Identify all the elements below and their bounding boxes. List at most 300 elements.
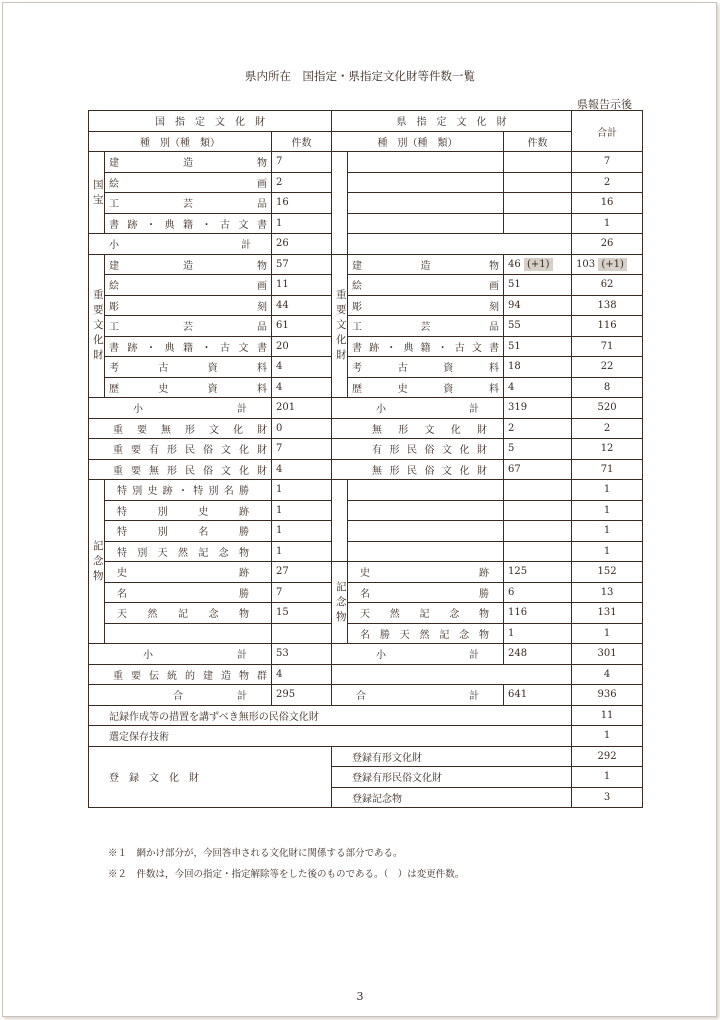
- footnotes: [108, 843, 464, 885]
- pref-name-text: [352, 380, 499, 395]
- pref-count-value: 46: [508, 258, 521, 270]
- char: ・: [201, 219, 212, 231]
- char: 史: [198, 506, 209, 518]
- char: 跡: [162, 486, 173, 498]
- table-row: [89, 193, 643, 214]
- row-name-text: [109, 564, 267, 579]
- subtotal-label: [89, 398, 272, 419]
- pref-name: [348, 295, 504, 316]
- row-name: [105, 295, 272, 316]
- national-count: 4: [272, 664, 332, 685]
- char: 史: [360, 568, 371, 580]
- subtotal-label-text: [93, 236, 267, 251]
- row-name: [105, 172, 272, 193]
- char: 書: [109, 342, 119, 354]
- char: ・: [146, 342, 156, 354]
- pref-count: 116: [504, 603, 572, 624]
- table-row: [89, 213, 643, 234]
- subtotal-row: [89, 644, 643, 665]
- char: 記: [439, 629, 450, 641]
- pref-count: [504, 193, 572, 214]
- total-count: 116: [572, 316, 643, 337]
- char: 品: [257, 199, 267, 211]
- char: 物: [479, 609, 490, 621]
- row-name: [105, 480, 272, 501]
- char: 典: [164, 342, 175, 354]
- subtotal-label: [89, 234, 272, 255]
- char: 考: [352, 363, 363, 375]
- char: 形: [389, 445, 400, 457]
- char: 別: [157, 527, 168, 539]
- pref-name-text: [352, 359, 499, 374]
- char: 天: [117, 609, 127, 621]
- footnote-2: ※２ 件数は，今回の指定・指定解除等をした後のものである。（ ）は変更件数。: [108, 869, 465, 880]
- pref-name-text: [336, 441, 499, 456]
- char: 史: [117, 568, 127, 580]
- pref-name-text: [352, 298, 499, 313]
- char: 然: [147, 609, 158, 621]
- char: 小: [109, 240, 119, 252]
- pref-juyo-label: 重 要 文 化 財: [332, 254, 348, 398]
- char: 然: [177, 547, 188, 559]
- pref-count: [504, 500, 572, 521]
- char: 物: [238, 547, 249, 559]
- national-count: 7: [272, 439, 332, 460]
- pref-count: 2: [504, 418, 572, 439]
- char: 文: [424, 424, 435, 436]
- prefectural-header: 県 指 定 文 化 財: [332, 111, 572, 132]
- total-count: [572, 254, 643, 275]
- char: 資: [443, 363, 454, 375]
- pref-name: [332, 459, 504, 480]
- char: 勝: [239, 588, 249, 600]
- national-count: 20: [272, 336, 332, 357]
- national-count: 1: [272, 213, 332, 234]
- national-count: 27: [272, 562, 332, 583]
- char: 財: [477, 445, 488, 457]
- total-change-badge: (+1): [598, 258, 627, 271]
- char: 絵: [109, 281, 119, 293]
- char: 物: [479, 629, 489, 641]
- char: 跡: [369, 342, 380, 354]
- char: 古: [158, 363, 169, 375]
- total-count: 1: [572, 480, 643, 501]
- char: 合: [173, 691, 183, 703]
- pref-name: [348, 275, 504, 296]
- row-name-text: [109, 544, 267, 559]
- char: 念: [208, 609, 219, 621]
- char: 天: [157, 547, 168, 559]
- char: 刻: [489, 301, 500, 313]
- char: 資: [207, 383, 218, 395]
- total-count: 1: [572, 767, 643, 788]
- char: 化: [233, 424, 243, 436]
- char: 無: [372, 424, 383, 436]
- row-name-text: [109, 523, 267, 538]
- char: 料: [489, 383, 499, 395]
- total-count: 4: [572, 664, 643, 685]
- char: 俗: [424, 465, 435, 477]
- char: 古: [454, 342, 465, 354]
- cultural-property-table: [88, 110, 643, 808]
- total-subtotal: 26: [572, 234, 643, 255]
- char: 勝: [479, 588, 490, 600]
- char: 群: [257, 670, 267, 682]
- char: 建: [352, 260, 363, 272]
- char: 跡: [239, 568, 249, 580]
- char: 要: [131, 465, 141, 477]
- char: 書: [257, 219, 267, 231]
- char: 小: [376, 404, 387, 416]
- char: 民: [407, 445, 418, 457]
- pref-subtotal-label: [332, 398, 504, 419]
- row-name: [105, 377, 272, 398]
- national-count: 1: [272, 541, 332, 562]
- char: 資: [207, 363, 218, 375]
- char: 名: [198, 527, 209, 539]
- char: 民: [185, 445, 195, 457]
- char: ・: [178, 486, 188, 498]
- char: 念: [449, 609, 460, 621]
- char: 建: [109, 158, 119, 170]
- row-name: [105, 521, 272, 542]
- char: 絵: [352, 281, 363, 293]
- char: 工: [352, 322, 363, 334]
- char: 文: [442, 445, 453, 457]
- total-count: 16: [572, 193, 643, 214]
- char: 別: [157, 506, 168, 518]
- national-count: 57: [272, 254, 332, 275]
- table-row: [89, 295, 643, 316]
- total-count: 71: [572, 336, 643, 357]
- national-count: 2: [272, 172, 332, 193]
- row-name-text: [93, 667, 267, 682]
- table-row: [89, 377, 643, 398]
- char: 跡: [479, 568, 490, 580]
- grand-total-label-text: [93, 687, 267, 702]
- char: 計: [469, 650, 480, 662]
- touroku-item: 登録有形文化財: [332, 746, 572, 767]
- pref-subtotal-label-text: [336, 646, 499, 661]
- char: 念: [218, 547, 229, 559]
- grand-total-row: [89, 685, 643, 706]
- national-count: 0: [272, 418, 332, 439]
- table-row: [89, 726, 643, 747]
- table-row: [89, 746, 643, 767]
- char: 要: [137, 424, 147, 436]
- table-row: [89, 418, 643, 439]
- spacer-cell: [332, 480, 348, 562]
- char: 物: [257, 260, 267, 272]
- pref-subtotal-label-text: [336, 400, 499, 415]
- touroku-item: 登録有形民俗文化財: [332, 767, 572, 788]
- char: 彫: [109, 301, 119, 313]
- page-title: 県内所在 国指定・県指定文化財等件数一覧: [245, 69, 475, 83]
- pref-name: [348, 152, 504, 173]
- char: 化: [450, 424, 461, 436]
- pref-name: [348, 357, 504, 378]
- char: ・: [386, 342, 397, 354]
- char: 勝: [239, 486, 249, 498]
- char: 形: [389, 465, 400, 477]
- char: 念: [459, 629, 470, 641]
- char: 計: [237, 691, 247, 703]
- row-name-text: [109, 605, 267, 620]
- row-name: [89, 459, 272, 480]
- national-count: 11: [272, 275, 332, 296]
- row-name: [105, 213, 272, 234]
- row-name: [105, 336, 272, 357]
- row-name: [105, 254, 272, 275]
- table-row: [89, 705, 643, 726]
- char: 籍: [183, 219, 193, 231]
- pref-count: 51: [504, 336, 572, 357]
- pref-count: 4: [504, 377, 572, 398]
- char: 特: [117, 547, 127, 559]
- national-count: 1: [272, 500, 332, 521]
- national-count: 4: [272, 459, 332, 480]
- national-count: 1: [272, 521, 332, 542]
- char: 名: [360, 629, 371, 641]
- row-name: [105, 275, 272, 296]
- pref-count: [504, 541, 572, 562]
- pref-name: [332, 439, 504, 460]
- pref-name: [348, 541, 504, 562]
- subtotal-label-text: [93, 646, 267, 661]
- national-count: 4: [272, 377, 332, 398]
- national-count: 1: [272, 480, 332, 501]
- header-row-1: [89, 111, 643, 132]
- total-count: 8: [572, 377, 643, 398]
- char: 文: [238, 342, 249, 354]
- row-name: [105, 541, 272, 562]
- pref-name: [348, 603, 504, 624]
- char: 料: [256, 363, 267, 375]
- total-count: 1: [572, 541, 643, 562]
- national-count: 16: [272, 193, 332, 214]
- pref-name: [348, 316, 504, 337]
- pref-count: 55: [504, 316, 572, 337]
- pref-grand-total-label-text: [336, 687, 499, 702]
- char: 跡: [127, 219, 138, 231]
- char: 造: [183, 260, 193, 272]
- pref-subtotal: 319: [504, 398, 572, 419]
- pref-name: [348, 213, 504, 234]
- char: 彫: [352, 301, 363, 313]
- juyo-label: 重 要 文 化 財: [89, 254, 105, 398]
- char: 建: [109, 260, 119, 272]
- total-count: 11: [572, 705, 643, 726]
- char: 重: [113, 424, 123, 436]
- row-name: [105, 562, 272, 583]
- char: 的: [185, 670, 195, 682]
- row-name-text: [109, 257, 267, 272]
- header-row-2: [89, 131, 643, 152]
- table-row: [89, 541, 643, 562]
- subtotal-label-text: [93, 400, 267, 415]
- row-name-text: [109, 175, 267, 190]
- row-name: [105, 357, 272, 378]
- char: 重: [113, 670, 123, 682]
- char: 文: [221, 465, 231, 477]
- total-count: 1: [572, 213, 643, 234]
- report-label: 県報告示後: [577, 98, 632, 111]
- char: 料: [256, 383, 267, 395]
- pref-count-header: 件数: [504, 131, 572, 152]
- pref-empty: [348, 234, 572, 255]
- char: 無: [372, 465, 383, 477]
- char: 化: [239, 445, 249, 457]
- char: 料: [489, 363, 499, 375]
- national-count: 44: [272, 295, 332, 316]
- national-subtotal: 26: [272, 234, 332, 255]
- char: 小: [143, 650, 153, 662]
- char: 無: [161, 424, 171, 436]
- pref-name-text: [352, 564, 499, 579]
- pref-count: 18: [504, 357, 572, 378]
- row-name-text: [93, 462, 267, 477]
- char: 別: [208, 486, 219, 498]
- page-number: 3: [356, 990, 364, 1003]
- char: 統: [167, 670, 177, 682]
- total-count: 138: [572, 295, 643, 316]
- table-row: [89, 172, 643, 193]
- kiroku-label: 記録作成等の措置を講ずべき無形の民俗文化財: [89, 705, 572, 726]
- char: 天: [399, 629, 410, 641]
- table-row: [89, 316, 643, 337]
- table-row: [89, 582, 643, 603]
- char: 書: [489, 342, 500, 354]
- char: ・: [201, 342, 212, 354]
- row-name-text: [93, 441, 267, 456]
- pref-name-text: [352, 605, 499, 620]
- total-subtotal: 520: [572, 398, 643, 419]
- national-count: 7: [272, 582, 332, 603]
- char: 計: [237, 650, 247, 662]
- char: 書: [352, 342, 363, 354]
- national-count: 4: [272, 357, 332, 378]
- total-header: 合計: [572, 111, 643, 152]
- row-name: [89, 664, 272, 685]
- char: 記: [419, 609, 430, 621]
- char: 形: [167, 465, 177, 477]
- pref-name: [348, 336, 504, 357]
- pref-count: [504, 172, 572, 193]
- char: 籍: [420, 342, 431, 354]
- row-name-text: [109, 154, 267, 169]
- char: 特: [117, 506, 127, 518]
- pref-name-text: [336, 421, 499, 436]
- char: 刻: [257, 301, 267, 313]
- char: 史: [147, 486, 158, 498]
- char: ・: [437, 342, 448, 354]
- pref-kinenbutsu-label: 記 念 物: [332, 562, 348, 644]
- row-name: [105, 500, 272, 521]
- pref-name: [348, 172, 504, 193]
- pref-name-text: [352, 257, 499, 272]
- char: 然: [419, 629, 430, 641]
- row-name: [105, 582, 272, 603]
- pref-name: [348, 480, 504, 501]
- char: 勝: [379, 629, 390, 641]
- total-count: 152: [572, 562, 643, 583]
- senteihozon-label: 選定保存技術: [89, 726, 572, 747]
- char: 物: [257, 158, 267, 170]
- char: 財: [257, 445, 267, 457]
- pref-count: 67: [504, 459, 572, 480]
- table-row: [89, 439, 643, 460]
- pref-name: [332, 418, 504, 439]
- total-count: 7: [572, 152, 643, 173]
- char: 文: [238, 219, 249, 231]
- grand-total-label: [89, 685, 272, 706]
- pref-count: [504, 480, 572, 501]
- char: 特: [117, 527, 127, 539]
- national-count-header: 件数: [272, 131, 332, 152]
- char: 文: [471, 342, 482, 354]
- char: 考: [109, 363, 119, 375]
- char: 化: [459, 445, 470, 457]
- char: 化: [459, 465, 470, 477]
- char: ・: [146, 219, 156, 231]
- total-count: 62: [572, 275, 643, 296]
- char: 特: [193, 486, 204, 498]
- char: 芸: [183, 322, 193, 334]
- total-count: 22: [572, 357, 643, 378]
- table-row: [89, 664, 643, 685]
- pref-subtotal-label: [332, 644, 504, 665]
- pref-name: [348, 193, 504, 214]
- pref-name: [348, 582, 504, 603]
- total-count: 1: [572, 623, 643, 644]
- char: 小: [376, 650, 387, 662]
- national-type-header: 種 別（種 類）: [89, 131, 272, 152]
- char: 計: [469, 691, 480, 703]
- char: 特: [117, 486, 127, 498]
- row-name-text: [109, 339, 267, 354]
- pref-grand-total-label: [332, 685, 504, 706]
- row-name: [105, 152, 272, 173]
- row-name: [105, 316, 272, 337]
- char: 典: [164, 219, 175, 231]
- table-row: [89, 521, 643, 542]
- total-count: 1: [572, 521, 643, 542]
- char: 史: [397, 383, 408, 395]
- char: 古: [220, 219, 230, 231]
- char: 合: [356, 691, 367, 703]
- char: 画: [257, 281, 267, 293]
- pref-name: [348, 623, 504, 644]
- national-count: 7: [272, 152, 332, 173]
- pref-name-text: [352, 318, 499, 333]
- char: 芸: [183, 199, 193, 211]
- total-count: 1: [572, 500, 643, 521]
- pref-name: [348, 377, 504, 398]
- row-name-text: [109, 216, 267, 231]
- char: 書: [257, 342, 267, 354]
- char: 財: [257, 424, 267, 436]
- char: 絵: [109, 178, 119, 190]
- table-row: [89, 152, 643, 173]
- char: 計: [237, 404, 247, 416]
- pref-name-text: [352, 585, 499, 600]
- table-row: [89, 336, 643, 357]
- total-count-value: 103: [576, 258, 596, 270]
- kinenbutsu-label: 記 念 物: [89, 480, 105, 644]
- row-name-text: [109, 503, 267, 518]
- pref-name-text: [352, 626, 499, 641]
- char: 名: [223, 486, 234, 498]
